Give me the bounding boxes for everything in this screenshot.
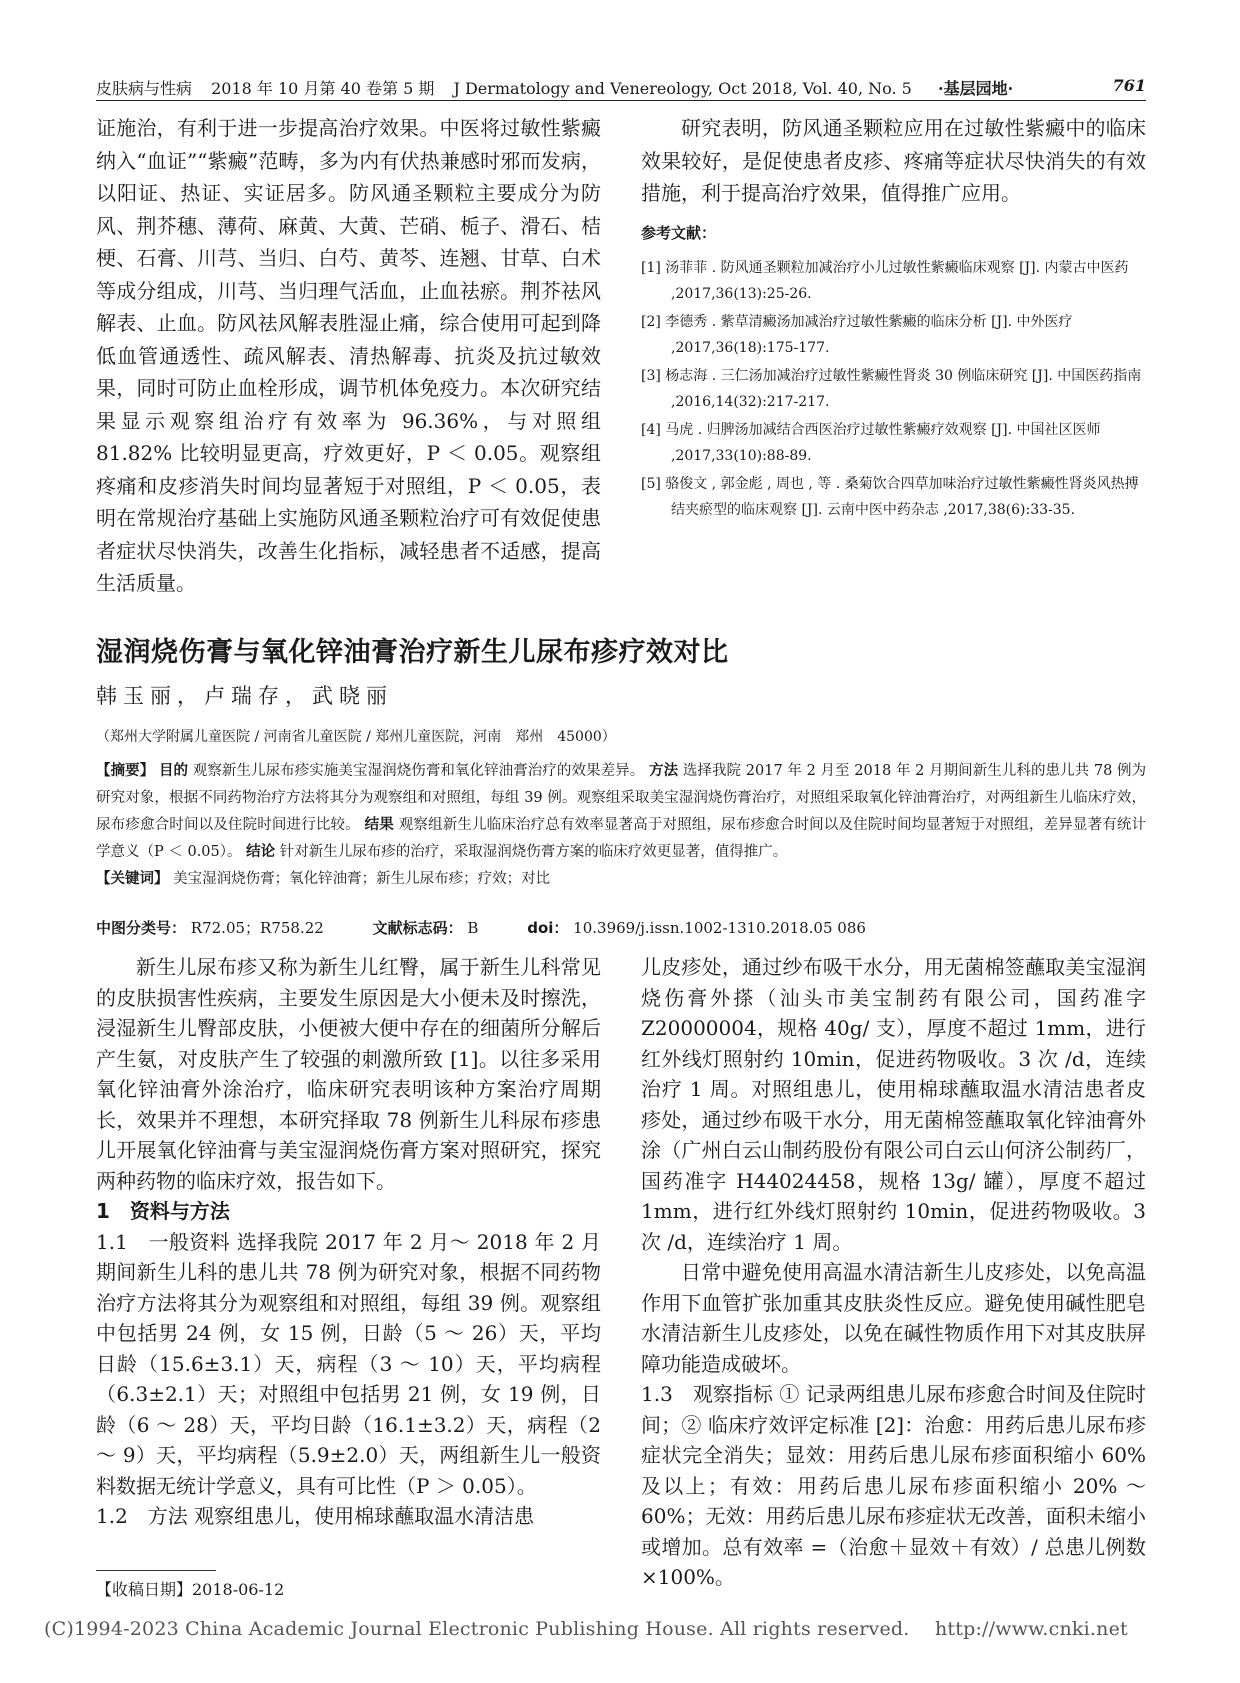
abstract-block <box>96 758 1146 893</box>
care-paragraph: 日常中避免使用高温水清洁新生儿皮疹处，以免高温作用下血管扩张加重其皮肤炎性反应。避免使用碱性肥皂水清洁新生儿皮疹处，以免在碱性物质作用下对其皮肤屏障功能造成破坏。 <box>641 1260 1146 1376</box>
abstract-paragraph <box>96 758 1146 866</box>
references-section <box>641 222 1146 525</box>
subsection-1-2 <box>96 1501 601 1532</box>
top-right-column <box>641 112 1146 210</box>
doi-value: 10.3969/j.issn.1002-1310.2018.05 086 <box>573 919 866 937</box>
article-affiliation: （郑州大学附属儿童医院 / 河南省儿童医院 / 郑州儿童医院，河南 郑州 45000） <box>96 729 616 745</box>
method-continued: 儿皮疹处，通过纱布吸干水分，用无菌棉签蘸取美宝湿润烧伤膏外搽（汕头市美宝制药有限公司，国药准字 Z20000004，规格 40g/ 支），厚度不超过 1mm，进行红外线灯照射约 10min，促进药物吸收。3 次 /d，连续治疗 1 周。对照组患儿，使用棉球蘸取温水清洁患者皮疹处，通过纱布吸干水分，用无菌棉签蘸取氧化锌油膏外涂（广州白云山制药股份有限公司白云山何济公制药厂，国药准字 H44024458，规格 13g/ 罐），厚度不超过 1mm，进行红外线灯照射约 10min，促进药物吸收。3 次 /d，连续治疗 1 周。 <box>641 955 1146 1254</box>
clc-value: R72.05；R758.22 <box>190 919 324 937</box>
page-number: 761 <box>1112 76 1146 95</box>
clc-label: 中图分类号： <box>96 919 187 937</box>
subsection-label: 1.3 观察指标 <box>641 1382 773 1406</box>
abstract-purpose: 观察新生儿尿布疹实施美宝湿润烧伤膏和氧化锌油膏治疗的效果差异。 <box>192 763 645 779</box>
continued-paragraph: 证施治，有利于进一步提高治疗效果。中医将过敏性紫癜纳入“血证”“紫癜”范畴，多为内有伏热兼感时邪而发病，以阳证、热证、实证居多。防风通圣颗粒主要成分为防风、荆芥穗、薄荷、麻黄、大黄、芒硝、栀子、滑石、桔梗、石膏、川芎、当归、白芍、黄芩、连翘、甘草、白术等成分组成，川芎、当归理气活血，止血祛瘀。荆芥祛风解表、止血。防风祛风解表胜湿止痛，综合使用可起到降低血管通透性、疏风解表、清热解毒、抗炎及抗过敏效果，同时可防止血栓形成，调节机体免疫力。本次研究结果显示观察组治疗有效率为 96.36%，与对照组 81.82% 比较明显更高，疗效更好，P ＜ 0.05。观察组疼痛和皮疹消失时间均显著短于对照组，P ＜ 0.05，表明在常规治疗基础上实施防风通圣颗粒治疗可有效促使患者症状尽快消失，改善生化指标，减轻患者不适感，提高生活质量。 <box>96 116 601 595</box>
intro-paragraph: 新生儿尿布疹又称为新生儿红臀，属于新生儿科常见的皮肤损害性疾病，主要发生原因是大小便未及时擦洗，浸湿新生儿臀部皮肤，小便被大便中存在的细菌所分解后产生氨，对皮肤产生了较强的刺激所致 [1]。以往多采用氧化锌油膏外涂治疗，临床研究表明该种方案治疗周期长，效果并不理想，本研究择取 78 例新生儿科尿布疹患儿开展氧化锌油膏与美宝湿润烧伤膏方案对照研究，探究两种药物的临床疗效，报告如下。 <box>96 955 601 1193</box>
abstract-result-label: 结果 <box>364 817 394 833</box>
article-authors: 韩玉丽，卢瑞存，武晓丽 <box>96 684 393 708</box>
subsection-text: 选择我院 2017 年 2 月～ 2018 年 2 月期间新生儿科的患儿共 78 例为研究对象，根据不同药物治疗方法将其分为观察组和对照组，每组 39 例。观察组中包括男 24 例，女 15 例，日龄（5 ～ 26）天，平均日龄（15.6±3.1）天，病程（3 ～ 10）天，平均病程（6.3±2.1）天；对照组中包括男 21 例，女 19 例，日龄（6 ～ 28）天，平均日龄（16.1±3.2）天，病程（2 ～ 9）天，平均病程（5.9±2.0）天，两组新生儿一般资料数据无统计学意义，具有可比性（P ＞ 0.05）。 <box>96 1229 602 1498</box>
received-date: 【收稿日期】2018-06-12 <box>96 1580 285 1599</box>
footer-rule <box>96 1570 216 1571</box>
body-right-column <box>641 952 1146 1593</box>
reference-item: [5] 骆俊文 , 郭金彪 , 周也 , 等 . 桑菊饮合四草加味治疗过敏性紫癜性肾炎风热搏结夹瘀型的临床观察 [J]. 云南中医中药杂志 ,2017,38(6):33-35. <box>641 476 1139 518</box>
subsection-text: 观察组患儿，使用棉球蘸取温水清洁患 <box>194 1504 535 1528</box>
abstract-conclusion-label: 结论 <box>246 844 276 860</box>
subsection-label: 1.1 一般资料 <box>96 1229 231 1254</box>
keywords-line <box>96 866 1146 893</box>
keywords-label: 【关键词】 <box>96 871 169 887</box>
abstract-method: 选择我院 2017 年 2 月至 2018 年 2 月期间新生儿科的患儿共 78 例为研究对象，根据不同药物治疗方法将其分为观察组和对照组，每组 39 例。观察组采取美宝湿润烧伤膏治疗，对照组采取氧化锌油膏治疗，对两组新生儿临床疗效，尿布疹愈合时间以及住院时间进行比较。 <box>96 763 1147 833</box>
abstract-method-label: 方法 <box>649 763 679 779</box>
section-name: ·基层园地· <box>938 79 1014 98</box>
article-title: 湿润烧伤膏与氧化锌油膏治疗新生儿尿布疹疗效对比 <box>96 637 729 668</box>
classification-line <box>96 917 866 938</box>
abstract-purpose-label: 目的 <box>158 763 189 779</box>
subsection-1-1 <box>96 1227 601 1502</box>
abstract-result: 观察组新生儿临床治疗总有效率显著高于对照组，尿布疹愈合时间以及住院时间均显著短于对照组，差异显著有统计学意义（P ＜ 0.05）。 <box>96 817 1147 860</box>
doc-code-value: B <box>467 919 479 937</box>
journal-name-en: J Dermatology and Venereology, Oct 2018, Vol. 40, No. 5 <box>453 79 912 98</box>
keywords: 美宝湿润烧伤膏；氧化锌油膏；新生儿尿布疹；疗效；对比 <box>173 871 551 887</box>
copyright-notice: (C)1994-2023 China Academic Journal Electronic Publishing House. All rights reserved. http://www.cnki.net <box>44 1618 1128 1640</box>
reference-item: [4] 马虎 . 归脾汤加减结合西医治疗过敏性紫癜疗效观察 [J]. 中国社区医师 ,2017,33(10):88-89. <box>641 422 1101 464</box>
references-title: 参考文献： <box>641 224 717 242</box>
doi-label: doi： <box>527 919 569 937</box>
conclusion-paragraph: 研究表明，防风通圣颗粒应用在过敏性紫癜中的临床效果较好，是促使患者皮疹、疼痛等症状尽快消失的有效措施，利于提高治疗效果，值得推广应用。 <box>641 116 1146 205</box>
reference-item: [2] 李德秀 . 紫草清癜汤加减治疗过敏性紫癜的临床分析 [J]. 中外医疗 ,2017,36(18):175-177. <box>641 314 1073 356</box>
header-rule <box>96 100 1146 101</box>
body-left-column <box>96 952 601 1532</box>
section-heading: 1 资料与方法 <box>96 1199 230 1223</box>
running-header <box>96 76 1146 99</box>
doc-code-label: 文献标志码： <box>372 919 463 937</box>
issue-info-cn: 2018 年 10 月第 40 卷第 5 期 <box>211 79 435 98</box>
journal-name-cn: 皮肤病与性病 <box>96 79 193 98</box>
abstract-conclusion: 针对新生儿尿布疹的治疗，采取湿润烧伤膏方案的临床疗效更显著，值得推广。 <box>279 844 788 860</box>
subsection-1-3 <box>641 1379 1146 1593</box>
top-left-column <box>96 112 601 600</box>
subsection-text: ① 记录两组患儿尿布疹愈合时间及住院时间；② 临床疗效评定标准 [2]：治愈：用药后患儿尿布疹症状完全消失；显效：用药后患儿尿布疹面积缩小 60% 及以上；有效：用药后患儿尿布疹面积缩小 20% ～ 60%；无效：用药后患儿尿布疹症状无改善，面积未缩小或增加。总有效率 =（治愈＋显效＋有效）/ 总患儿例数 ×100%。 <box>641 1382 1147 1589</box>
subsection-label: 1.2 方法 <box>96 1504 188 1528</box>
reference-item: [1] 汤菲菲 . 防风通圣颗粒加减治疗小儿过敏性紫癜临床观察 [J]. 内蒙古中医药 ,2017,36(13):25-26. <box>641 260 1129 302</box>
abstract-label: 【摘要】 <box>96 763 155 779</box>
reference-item: [3] 杨志海 . 三仁汤加减治疗过敏性紫癜性肾炎 30 例临床研究 [J]. 中国医药指南 ,2016,14(32):217-217. <box>641 368 1142 410</box>
